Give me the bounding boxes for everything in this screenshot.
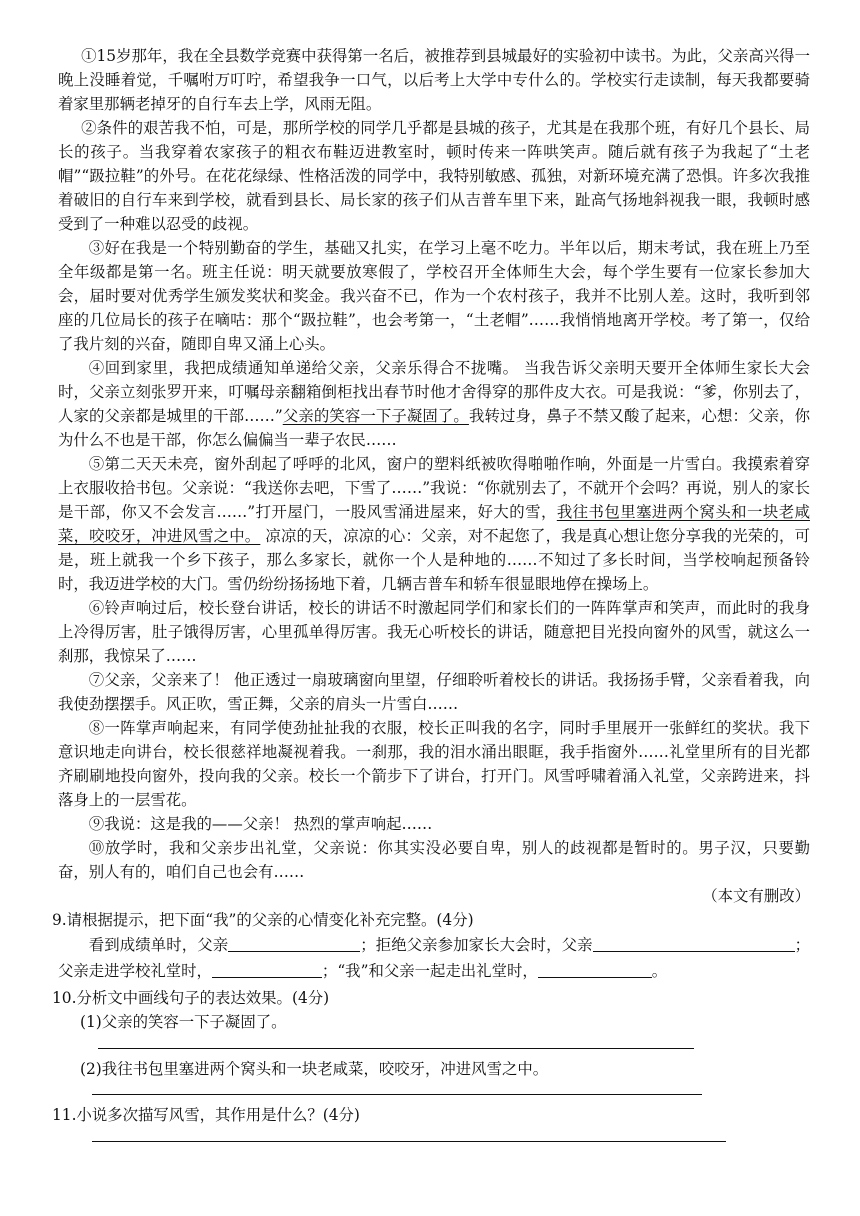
- paragraph-1: ①15岁那年，我在全县数学竞赛中获得第一名后，被推荐到县城最好的实验初中读书。为此，父亲高兴得一晚上没睡着觉，千嘱咐万叮咛，希望我争一口气，以后考上大学中专什么的。学校实行走读制，每天我都要骑着家里那辆老掉牙的自行车去上学，风雨无阻。: [58, 47, 810, 113]
- paragraph-9: ⑨我说：这是我的——父亲！ 热烈的掌声响起……: [88, 815, 433, 833]
- answer-blank-4b[interactable]: [550, 961, 652, 978]
- question-9-title: 9.请根据提示，把下面“我”的父亲的心情变化补充完整。(4分): [52, 911, 474, 929]
- question-9-prompt: [58, 932, 810, 984]
- question-9-end: 。: [651, 962, 668, 980]
- paragraph-5-text-b: 凉凉的天，凉凉的心：父亲，对不起您了，我是真心想让您分享我的光荣的，可是，班上就我一个乡下孩子，那么多家长，就你一个人是种地的……不知过了多长时间，当学校响起预备铃时，我迈进学校的大门。雪仍纷纷扬扬地下着，几辆吉普车和轿车很显眼地停在操场上。: [58, 527, 810, 593]
- paragraph-5-text-a: ⑤第二天天未亮，窗外刮起了呼呼的北风，窗户的塑料纸被吹得啪啪作响，外面是一片雪白。我摸索着穿上衣服收拾书包。父亲说：“我送你去吧，下雪了……”我说：“你就别去了，不就开个会吗？再说，别人的家长是干部，你又不会发言……”打开屋门，一股风雪涌进屋来，好大的雪，: [58, 455, 810, 521]
- question-10-title: 10.分析文中画线句子的表达效果。(4分): [52, 989, 330, 1007]
- question-9-part-4: ；“我”和父亲一起走出礼堂时，: [321, 962, 538, 980]
- paragraph-8: ⑧一阵掌声响起来，有同学使劲扯扯我的衣服，校长正叫我的名字，同时手里展开一张鲜红的奖状。我下意识地走向讲台，校长很慈祥地凝视着我。一刹那，我的泪水涌出眼眶，我手指窗外……礼堂里所有的目光都齐刷刷地投向窗外，投向我的父亲。校长一个箭步下了讲台，打开门。风雪呼啸着涌入礼堂，父亲跨进来，抖落身上的一层雪花。: [58, 719, 810, 809]
- question-9-part-3: ；父亲走进学校礼堂时，: [58, 936, 810, 980]
- question-10-item-2: (2)我往书包里塞进两个窝头和一块老咸菜，咬咬牙，冲进风雪之中。: [80, 1060, 549, 1078]
- paragraph-4-text-a: ④回到家里，我把成绩通知单递给父亲，父亲乐得合不拢嘴。 当我告诉父亲明天要开全体师生家长大会时，父亲立刻张罗开来，叮嘱母亲翻箱倒柜找出春节时他才舍得穿的那件皮大衣。可是我说：“爹，你别去了，人家的父亲都是城里的干部……”: [58, 359, 810, 425]
- question-10-item-1: (1)父亲的笑容一下子凝固了。: [80, 1013, 287, 1031]
- answer-blank-2b[interactable]: [679, 935, 795, 952]
- exam-page: [52, 44, 810, 1142]
- answer-blank-3[interactable]: [212, 961, 322, 978]
- answer-line-11[interactable]: [92, 1141, 726, 1142]
- paragraph-10: ⑩放学时，我和父亲步出礼堂，父亲说：你其实没必要自卑，别人的歧视都是暂时的。男子汉，只要勤奋，别人有的，咱们自己也会有……: [58, 839, 810, 881]
- paragraph-3: ③好在我是一个特别勤奋的学生，基础又扎实，在学习上毫不吃力。半年以后，期末考试，我在班上乃至全年级都是第一名。班主任说：明天就要放寒假了，学校召开全体师生大会，每个学生要有一位家长参加大会，届时要对优秀学生颁发奖状和奖金。我兴奋不已，作为一个农村孩子，我并不比别人差。这时，我听到邻座的几位局长的孩子在嘀咕：那个“趿拉鞋”，也会考第一，“土老帽”……我悄悄地离开学校。考了第一，仅给了我片刻的兴奋，随即自卑又涌上心头。: [58, 239, 810, 353]
- source-note: （本文有删改）: [702, 887, 810, 905]
- question-11-title: 11.小说多次描写风雪，其作用是什么？(4分): [52, 1106, 360, 1124]
- question-9-part-2: ；拒绝父亲参加家长大会时，父亲: [360, 936, 593, 954]
- paragraph-7: ⑦父亲，父亲来了！ 他正透过一扇玻璃窗向里望，仔细聆听着校长的讲话。我扬扬手臂，父亲看着我，向我使劲摆摆手。风正吹，雪正舞，父亲的肩头一片雪白……: [58, 671, 810, 713]
- question-9-part-1: 看到成绩单时，父亲: [88, 936, 229, 954]
- paragraph-5: [58, 452, 810, 596]
- answer-blank-1[interactable]: [228, 935, 360, 952]
- answer-line-10-2[interactable]: [92, 1094, 702, 1095]
- underlined-sentence-1: 父亲的笑容一下子凝固了。: [282, 407, 469, 425]
- paragraph-2: ②条件的艰苦我不怕，可是，那所学校的同学几乎都是县城的孩子，尤其是在我那个班，有好几个县长、局长的孩子。当我穿着农家孩子的粗衣布鞋迈进教室时，顿时传来一阵哄笑声。随后就有孩子为我起了“土老帽”“趿拉鞋”的外号。在花花绿绿、性格活泼的同学中，我特别敏感、孤独，对新环境充满了恐惧。许多次我推着破旧的自行车来到学校，就看到县长、局长家的孩子们从吉普车里下来，趾高气扬地斜视我一眼，我顿时感受到了一种难以忍受的歧视。: [58, 119, 810, 233]
- paragraph-6: ⑥铃声响过后，校长登台讲话，校长的讲话不时激起同学们和家长们的一阵阵掌声和笑声，而此时的我身上冷得厉害，肚子饿得厉害，心里孤单得厉害。我无心听校长的讲话，随意把目光投向窗外的风雪，就这么一刹那，我惊呆了……: [58, 599, 810, 665]
- paragraph-4-text-b: 我转过身，鼻子不禁又酸了起来，心想：父亲，你为什么不也是干部，你怎么偏偏当一辈子农民……: [58, 407, 810, 449]
- underlined-sentence-2: 我往书包里塞进两个窝头和一块老咸菜，咬咬牙，冲进风雪之中。: [58, 503, 810, 545]
- paragraph-4: [58, 356, 810, 452]
